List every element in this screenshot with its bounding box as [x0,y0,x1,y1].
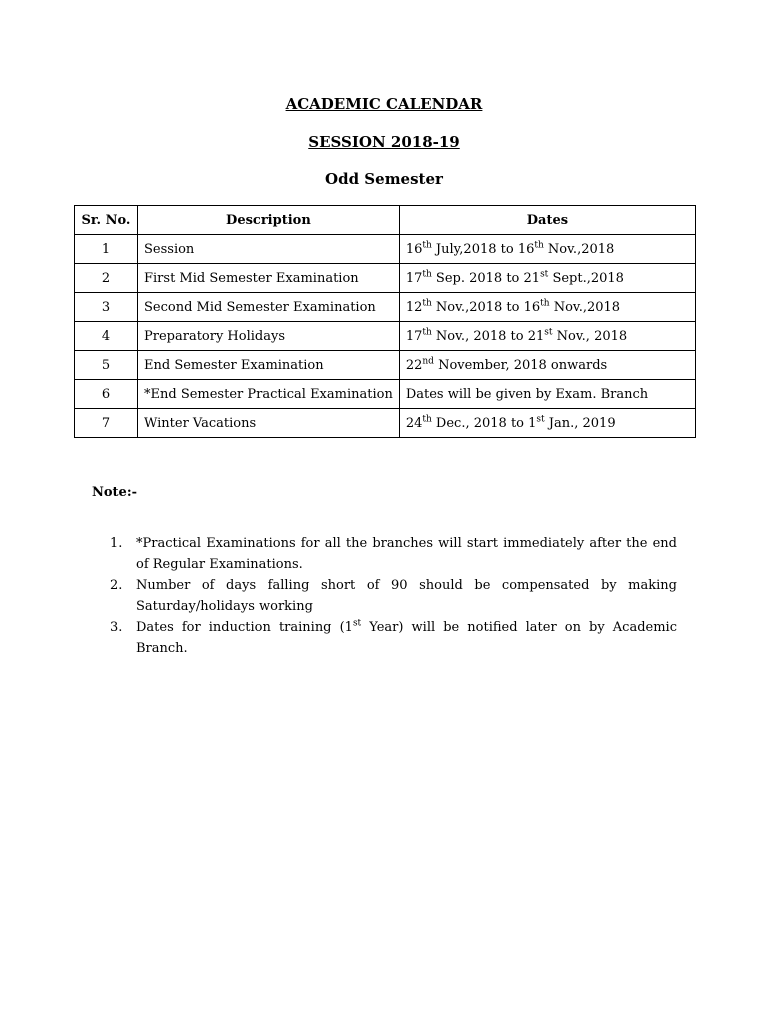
description-cell: Second Mid Semester Examination [138,293,400,322]
note-number: 3. [110,620,123,635]
notes-list [110,533,677,659]
note-item [110,575,677,617]
table-row [75,409,696,438]
note-label: Note:- [92,485,138,500]
table-row [75,322,696,351]
dates-cell: 12th Nov.,2018 to 16th Nov.,2018 [399,293,695,322]
note-text: *Practical Examinations for all the branches will start immediately after the end of Regular Examinations. [136,536,677,572]
session-heading: SESSION 2018-19 [308,133,460,151]
dates-cell: 22nd November, 2018 onwards [399,351,695,380]
column-header-sr-no: Sr. No. [75,206,138,235]
column-header-dates: Dates [399,206,695,235]
sr-no-cell: 3 [75,293,138,322]
dates-cell: 17th Sep. 2018 to 21st Sept.,2018 [399,264,695,293]
note-item [110,533,677,575]
academic-calendar-table [74,205,696,438]
dates-cell: 24th Dec., 2018 to 1st Jan., 2019 [399,409,695,438]
semester-heading: Odd Semester [325,170,443,188]
sr-no-cell: 4 [75,322,138,351]
table-row [75,351,696,380]
description-cell: *End Semester Practical Examination [138,380,400,409]
sr-no-cell: 6 [75,380,138,409]
sr-no-cell: 5 [75,351,138,380]
description-cell: Winter Vacations [138,409,400,438]
table-row [75,264,696,293]
column-header-description: Description [138,206,400,235]
document-title: ACADEMIC CALENDAR [285,95,483,113]
dates-cell: 16th July,2018 to 16th Nov.,2018 [399,235,695,264]
sr-no-cell: 1 [75,235,138,264]
note-item [110,617,677,659]
description-cell: Session [138,235,400,264]
note-number: 2. [110,578,123,593]
sr-no-cell: 2 [75,264,138,293]
dates-cell: 17th Nov., 2018 to 21st Nov., 2018 [399,322,695,351]
description-cell: End Semester Examination [138,351,400,380]
note-text: Number of days falling short of 90 should be compensated by making Saturday/holidays working [136,578,677,614]
description-cell: Preparatory Holidays [138,322,400,351]
description-cell: First Mid Semester Examination [138,264,400,293]
sr-no-cell: 7 [75,409,138,438]
note-text: Dates for induction training (1st Year) will be notified later on by Academic Branch. [136,618,677,656]
table-row [75,380,696,409]
table-header-row [75,206,696,235]
dates-cell: Dates will be given by Exam. Branch [399,380,695,409]
table-row [75,293,696,322]
table-row [75,235,696,264]
note-number: 1. [110,536,123,551]
